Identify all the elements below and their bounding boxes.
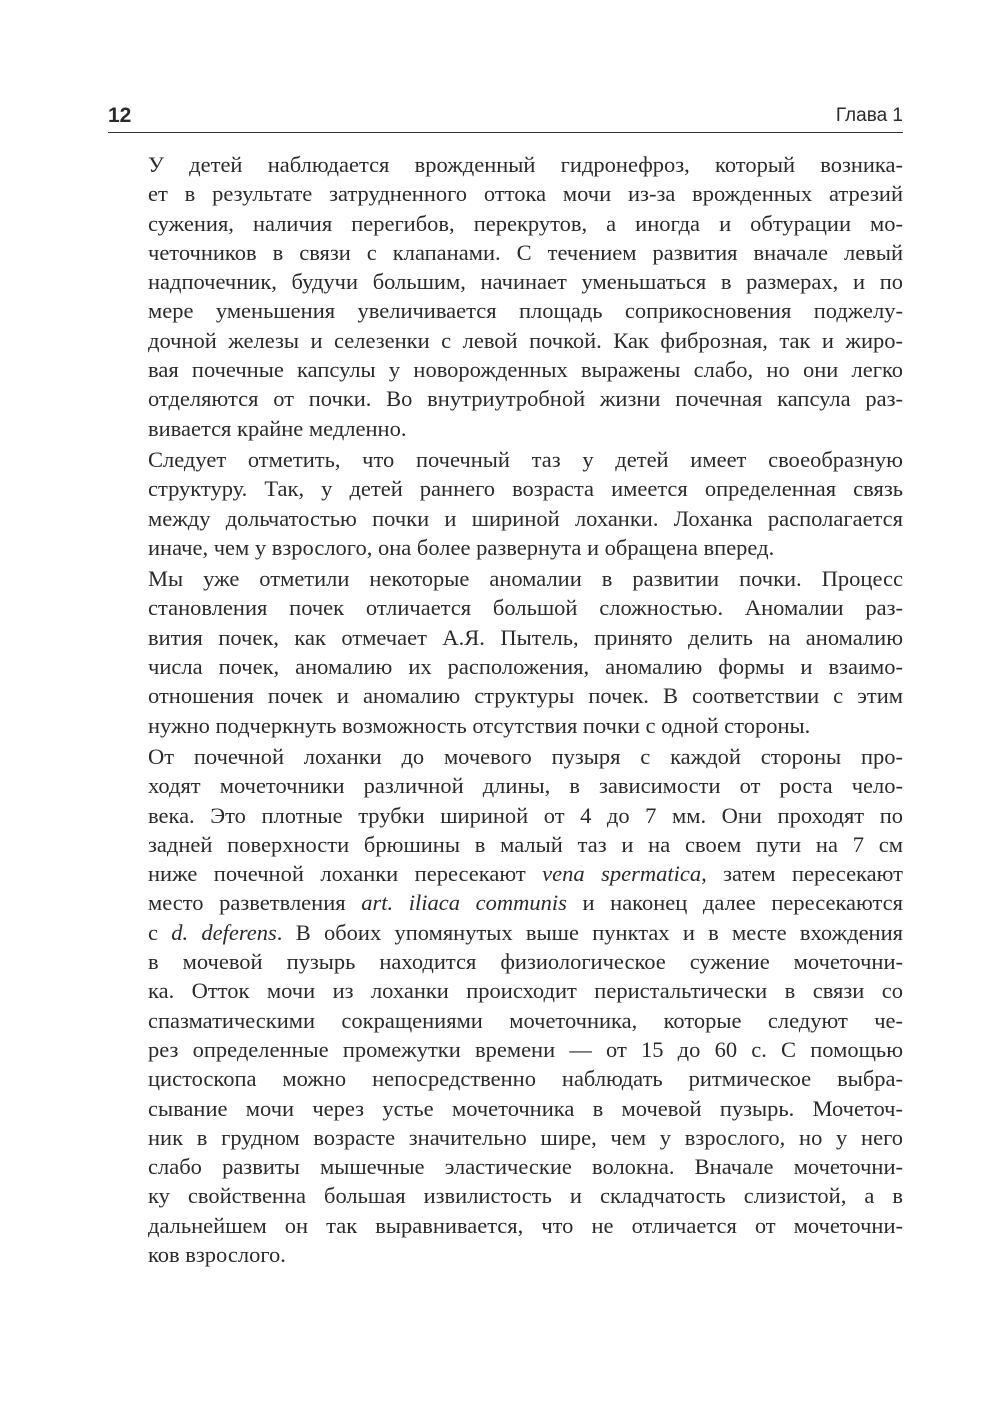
text-line: ку свойственна большая извилистость и складчатость слизистой, а в [148,1183,903,1209]
text-line: слабо развиты мышечные эластические волокна. Вначале мочеточни- [148,1154,903,1180]
text-line: отношения почек и аномалию структуры почек. В соответствии с этим [148,683,903,709]
text-line: становления почек отличается большой сложностью. Аномалии раз- [148,595,903,621]
text-line: ниже почечной лоханки пересекают vena spermatica, затем пересекают [148,861,903,887]
text-line: Следует отметить, что почечный таз у детей имеет своеобразную [148,446,903,472]
text-line: нужно подчеркнуть возможность отсутствия почки с одной стороны. [148,712,811,738]
text-line: ет в результате затрудненного оттока мочи из-за врожденных атрезий [148,181,903,207]
text-line: рез определенные промежутки времени — от 15 до 60 с. С помощью [148,1036,903,1062]
text-line: цистоскопа можно непосредственно наблюдать ритмическое выбра- [148,1066,903,1092]
chapter-label: Глава 1 [835,105,903,126]
text-line: сывание мочи через устье мочеточника в мочевой пузырь. Мочеточ- [148,1095,903,1121]
text-line: Мы уже отметили некоторые аномалии в развитии почки. Процесс [148,566,903,592]
text-line: место разветвления art. iliaca communis и наконец далее пересекаются [148,890,903,916]
text-line: вивается крайне медленно. [148,415,407,441]
text-line: надпочечник, будучи большим, начинает уменьшаться в размерах, и по [148,269,903,295]
text-line: вая почечные капсулы у новорожденных выражены слабо, но они легко [148,357,903,383]
paragraph [108,742,903,1269]
text-line: ков взрослого. [148,1241,286,1267]
text-line: века. Это плотные трубки шириной от 4 до 7 мм. Они проходят по [148,802,903,828]
text-line: числа почек, аномалию их расположения, аномалию формы и взаимо- [148,654,903,680]
paragraph [108,564,903,740]
text-line: мере уменьшения увеличивается площадь соприкосновения поджелу- [148,298,903,324]
text-line: иначе, чем у взрослого, она более развернута и обращена вперед. [148,534,775,560]
text-line: с d. deferens. В обоих упомянутых выше пунктах и в месте вхождения [148,919,903,945]
text-line: структуру. Так, у детей раннего возраста имеется определенная связь [148,476,903,502]
text-line: ка. Отток мочи из лоханки происходит перистальтически в связи со [148,978,903,1004]
body-text [108,150,903,1269]
paragraph [108,445,903,562]
text-line: задней поверхности брюшины в малый таз и на своем пути на 7 см [148,831,903,857]
paragraph [108,150,903,443]
text-line: отделяются от почки. Во внутриутробной жизни почечная капсула раз- [148,386,903,412]
text-line: вития почек, как отмечает А.Я. Пытель, принято делить на аномалию [148,624,903,650]
text-line: между дольчатостью почки и шириной лоханки. Лоханка располагается [148,505,903,531]
text-line: в мочевой пузырь находится физиологическое сужение мочеточни- [148,949,903,975]
text-line: четочников в связи с клапанами. С течением развития вначале левый [148,239,903,265]
text-line: дочной железы и селезенки с левой почкой. Как фиброзная, так и жиро- [148,327,903,353]
text-line: От почечной лоханки до мочевого пузыря с каждой стороны про- [148,743,903,769]
text-line: ник в грудном возрасте значительно шире, чем у взрослого, но у него [148,1124,903,1150]
running-head [108,100,903,133]
page-number: 12 [108,104,132,127]
text-line: ходят мочеточники различной длины, в зависимости от роста чело- [148,773,903,799]
text-line: спазматическими сокращениями мочеточника, которые следуют че- [148,1007,903,1033]
text-line: сужения, наличия перегибов, перекрутов, а иногда и обтурации мо- [148,210,903,236]
text-line: дальнейшем он так выравнивается, что не отличается от мочеточни- [148,1212,903,1238]
text-line: У детей наблюдается врожденный гидронефроз, который возника- [148,152,903,177]
